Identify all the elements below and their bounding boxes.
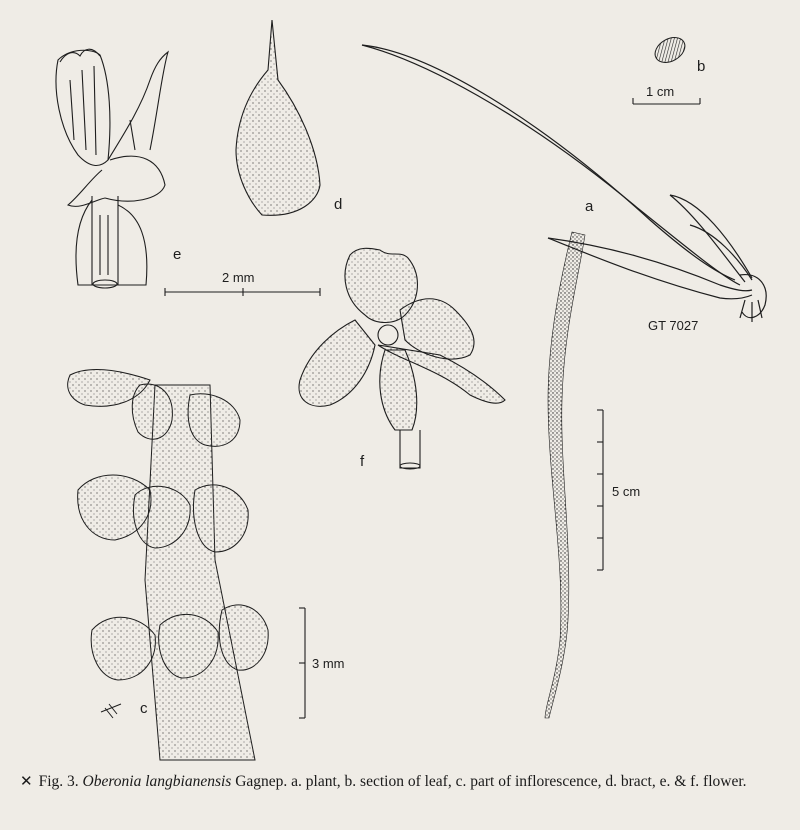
inflorescence-scale-label: 3 mm bbox=[312, 656, 345, 671]
leaf-section-drawing bbox=[651, 32, 690, 67]
bract-drawing bbox=[236, 20, 320, 215]
panel-label-d: d bbox=[334, 196, 343, 213]
caption-text: Gagnep. a. plant, b. section of leaf, c. part of inflorescence, d. bract, e. & f. flower. bbox=[231, 773, 747, 790]
caption-species: Oberonia langbianensis bbox=[82, 773, 232, 790]
flower-side-view-drawing bbox=[56, 49, 168, 288]
plant-scale-label: 5 cm bbox=[612, 484, 641, 499]
inflorescence-scale-bar bbox=[299, 608, 305, 718]
cross-mark-icon: ✕ bbox=[20, 772, 33, 790]
specimen-number: GT 7027 bbox=[648, 318, 699, 333]
panel-label-e: e bbox=[173, 246, 182, 263]
inflorescence-spike-drawing bbox=[545, 232, 585, 718]
panel-label-f: f bbox=[360, 453, 365, 470]
figure-caption bbox=[20, 772, 785, 791]
flower-scale-bar bbox=[165, 288, 320, 296]
panel-label-c: c bbox=[140, 700, 148, 717]
flower-front-view-drawing bbox=[299, 248, 505, 469]
inflorescence-detail-drawing bbox=[68, 370, 268, 760]
flower-scale-label: 2 mm bbox=[222, 270, 255, 285]
panel-label-a: a bbox=[585, 198, 594, 215]
caption-prefix: Fig. 3. bbox=[38, 773, 83, 790]
leaf-section-scale-label: 1 cm bbox=[646, 84, 675, 99]
plant-scale-bar bbox=[597, 410, 603, 570]
panel-label-b: b bbox=[697, 58, 706, 75]
